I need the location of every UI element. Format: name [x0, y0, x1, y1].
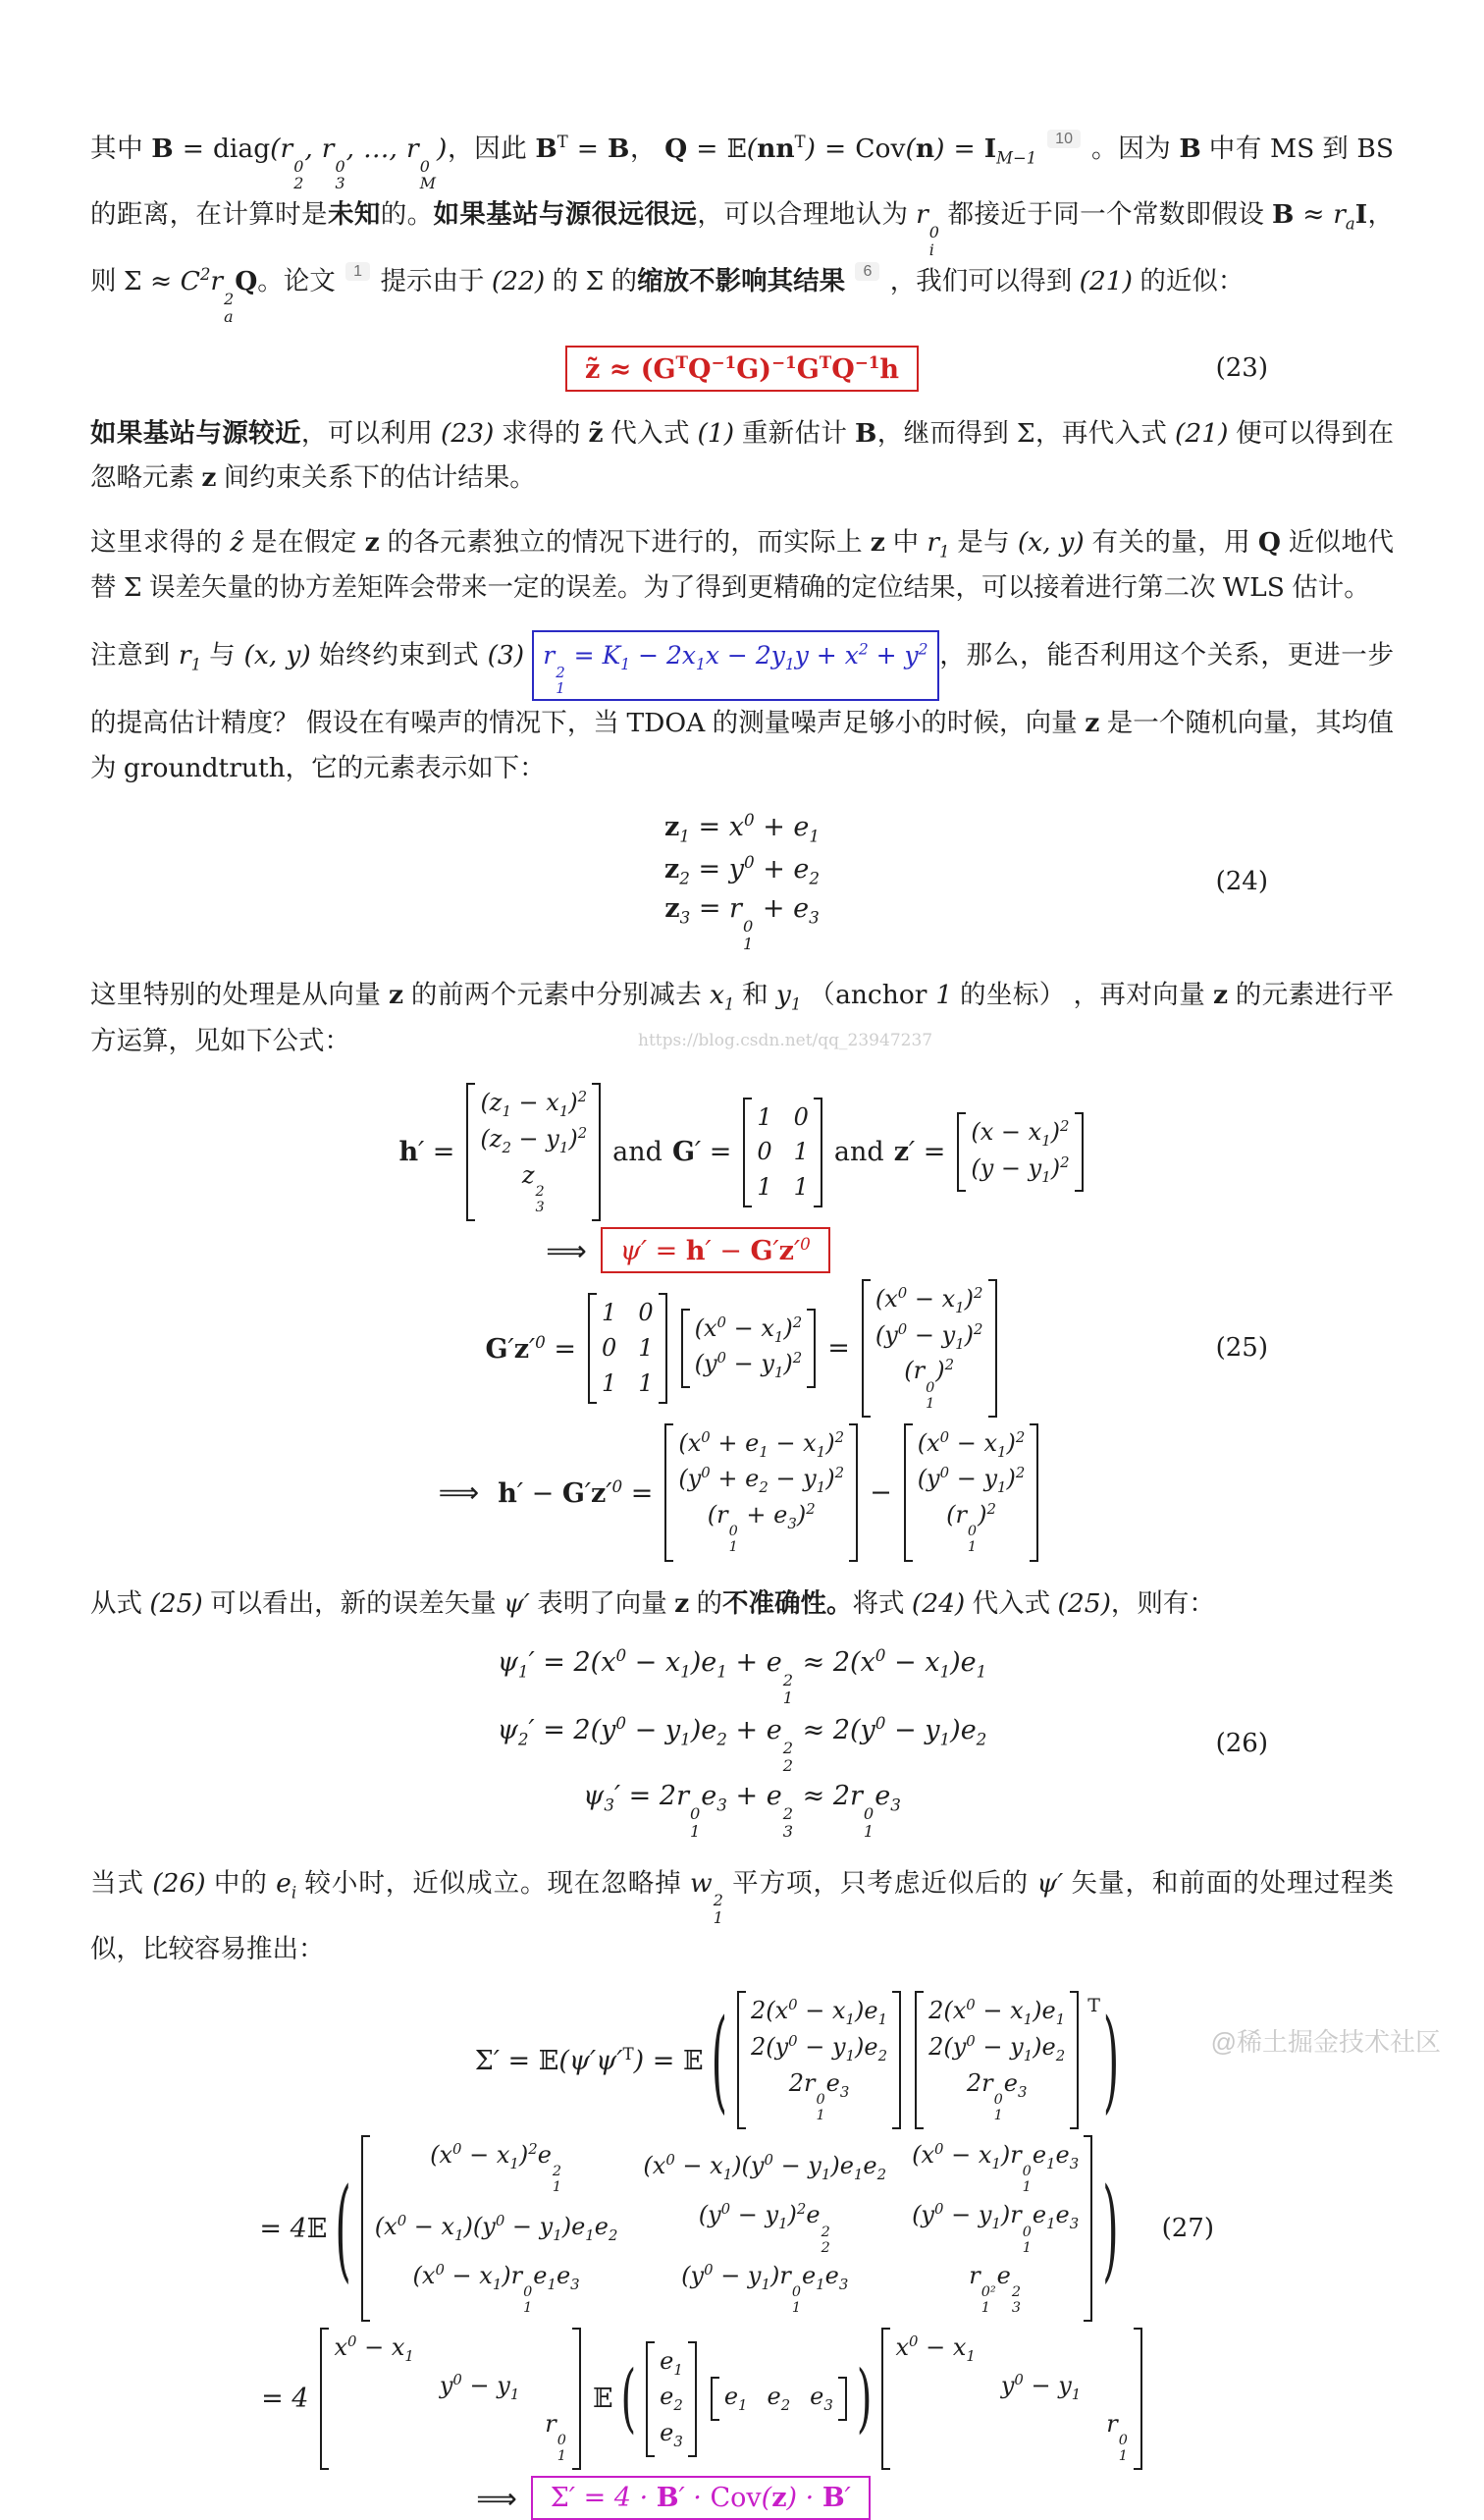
equation-24-label: (24): [1215, 867, 1268, 897]
eq27-result-line: [22, 2476, 1325, 2520]
implies-arrow: ⟹: [476, 2481, 517, 2515]
matrix-e-column: $e_1$ $e_2$ $e_3$: [646, 2341, 697, 2457]
equation-26: [90, 1645, 1394, 1841]
equation-24-line-1: $z_1 = x^0 + e_1$: [663, 810, 821, 846]
psi-definition-box: $\psi' = h' - G'z'^0$: [601, 1227, 830, 1273]
h-minus-Gz-token: $h' - G'z'^0$ =: [498, 1475, 654, 1509]
implies-arrow: ⟹: [546, 1233, 587, 1267]
implies-arrow: ⟹: [438, 1475, 480, 1510]
equation-26-line-3: $\psi_3' = 2r$ 0 1 $e_3 + e$ 2 3 ≈ 2r 0 1 $e_3$: [583, 1781, 901, 1842]
paragraph-intro: 其中 B = diag(r 0 2 , r 0 3 , …, r 0 M )，因此 $B^T = B$， $Q = 𝔼(nn^T) = Cov(n) = I_{M-1}$ $^{10}$ 。因为 B 中有 MS 到 BS 的距离，在计算时是未知的。如果基站与源很远很远，可以合理地认为 r 0 i 都接近于同一个常数即假设 $B \approx r_aI$，则 $\Sigma \approx C^2r$ 2 a Q。论文 $^1$ 提示由于 (22) 的 Σ 的缩放不影响其结果 $^6$ ，我们可以得到 (21) 的近似：: [90, 131, 1395, 326]
paragraph-approximation: 当式 (26) 中的 $e_i$ 较小时，近似成立。现在忽略掉 w 2 1 平方项，只考虑近似后的 ψ′ 矢量，和前面的处理过程类似，比较容易推出：: [90, 1867, 1394, 1963]
eq25-expansion-line: [90, 1423, 1394, 1562]
equation-24-lines: [90, 810, 1394, 953]
z-prime-token: z′ =: [893, 1137, 946, 1168]
eq25-definition-line: [90, 1083, 1394, 1221]
matrix-true-values-repeat: $(x^0 - x_1)^2$ $(y^0 - y_1)^2$ (r 0 1 )$^2$: [904, 1423, 1039, 1562]
paragraph-square-operation: 这里特别的处理是从向量 z 的前两个元素中分别减去 $x_1$ 和 $y_1$ （anchor 1 的坐标） ，再对向量 z 的元素进行平方运算，见如下公式：: [90, 980, 1394, 1055]
matrix-3x3-covariance: $(x^0 - x_1)^2e$ 2 1 $(x^0 - x_1)(y^0 - y_1)e_1e_2$ $(x^0 - x_1)r$ 0 1 $e_1e_3$ $(x^0 - x_1)(y^0 - y_1)e_1e_2$ $(y^0 - y_1)^2e$ 2 2 $(y^0 - y_1)r$ 0 1 $e_1e_3$ $(x^0 - x_1)r$ 0 1 $e_1e_3$ $(y^0 - y_1)r$ 0 1 $e_1e_3$ r 0² 1 e 2 3: [361, 2135, 1092, 2322]
equation-26-line-1: $\psi_1' = 2(x^0 - x_1)e_1 + e$ 2 1 ≈ $2(x^0 - x_1)e_1$: [497, 1645, 987, 1708]
right-paren: ): [856, 2355, 873, 2442]
equation-24-line-3: $z_3 = r$ 0 1 + $e_3$: [664, 893, 820, 954]
matrix-z-prime: $(x - x_1)^2$ $(y - y_1)^2$: [957, 1112, 1083, 1192]
matrix-noisy-values: $(x^0 + e_1 - x_1)^2$ $(y^0 + e_2 - y_1)^2$ (r 0 1 + $e_3)^2$: [664, 1423, 858, 1562]
paragraph-constraint-post: ，那么，能否利用这个关系，更进一步的提高估计精度？ 假设在有噪声的情况下，当 TDOA 的测量噪声足够小的时候，向量 z 是一个随机向量，其均值为 groundtruth，它的元素表示如下：: [90, 639, 1394, 783]
matrix-z0: $(x^0 - x_1)^2$ $(y^0 - y_1)^2$: [681, 1309, 817, 1388]
equation-26-line-2: $\psi_2' = 2(y^0 - y_1)e_2 + e$ 2 2 ≈ $2(y^0 - y_1)e_2$: [497, 1713, 987, 1776]
equation-26-label: (26): [1215, 1728, 1268, 1758]
juejin-watermark: @稀土掘金技术社区: [1210, 2027, 1441, 2057]
matrix-psi-vector-transposed: $2(x^0 - x_1)e_1$ $2(y^0 - y_1)e_2$ 2r 0 1 $e_3$: [915, 1991, 1079, 2129]
paragraph-near-base: 如果基站与源较近，可以利用 (23) 求得的 z̃ 代入式 (1) 重新估计 B，继而得到 Σ，再代入式 (21) 便可以得到在忽略元素 z 间约束关系下的估计结果。: [90, 417, 1394, 494]
equation-23-label: (23): [1215, 353, 1268, 384]
Gz-token: $G'z'^0$ =: [485, 1331, 577, 1365]
paragraph-error-vector: 从式 (25) 可以看出，新的误差矢量 ψ′ 表明了向量 z 的不准确性。将式 (24) 代入式 (25)，则有：: [90, 1587, 1215, 1619]
minus-token: −: [870, 1476, 892, 1508]
left-paren: (: [711, 1995, 727, 2125]
G-prime-token: G′ =: [671, 1137, 732, 1168]
h-prime-token: h′ =: [398, 1137, 455, 1168]
eq27-covariance-matrix-line: [36, 2135, 1340, 2322]
and-token-2: and: [833, 1137, 884, 1168]
eq25-Gz-line: [90, 1279, 1394, 1418]
equation-24-line-2: $z_2 = y^0 + e_2$: [663, 851, 821, 888]
footnote-ref[interactable]: 6: [855, 262, 879, 281]
paragraph-constraint: [90, 630, 1394, 791]
and-token: and: [612, 1137, 662, 1168]
equation-23: [90, 346, 1394, 392]
left-paren: (: [620, 2355, 637, 2442]
footnote-ref[interactable]: 10: [1047, 130, 1081, 148]
matrix-h-prime: $(z_1 - x_1)^2$ $(z_2 - y_1)^2$ z 2 3: [466, 1083, 601, 1221]
footnote-ref[interactable]: 1: [345, 262, 370, 281]
equals-token: =: [827, 1332, 850, 1364]
paragraph-independence: 这里求得的 ẑ 是在假定 z 的各元素独立的情况下进行的，而实际上 z 中 $r_1$ 是与 (x, y) 有关的量，用 Q 近似地代替 Σ 误差矢量的协方差矩阵会带来一定的误差。为了得到更精确的定位结果，可以接着进行第二次 WLS 估计。: [90, 526, 1394, 604]
csdn-watermark: https://blog.csdn.net/qq_23947237: [638, 1031, 933, 1050]
matrix-e-row: $e_1$ $e_2$ $e_3$: [711, 2377, 847, 2421]
four-token: = 4: [261, 2384, 309, 2415]
transpose-superscript: T: [1087, 1995, 1100, 2017]
equation-23-box: [565, 346, 919, 392]
equation-25: [90, 1083, 1394, 1561]
equation-27-label: (27): [1161, 2214, 1214, 2244]
equation-23-formula: z̃ ≈ $(G^TQ^{-1}G)^{-1}G^TQ^{-1}h$: [584, 351, 900, 385]
matrix-B-diagonal-right: $x^0 - x_1$ $y^0 - y_1$ r 0 1: [881, 2328, 1141, 2470]
eq27-expectation-line: [144, 1991, 1448, 2129]
E-token: 𝔼: [592, 2384, 613, 2415]
right-paren: ): [1102, 2164, 1119, 2294]
matrix-B-diagonal-left: $x^0 - x_1$ $y^0 - y_1$ r 0 1: [320, 2328, 580, 2470]
matrix-psi-vector: $2(x^0 - x_1)e_1$ $2(y^0 - y_1)e_2$ 2r 0 1 $e_3$: [737, 1991, 901, 2129]
four-E-token: = 4𝔼: [259, 2213, 328, 2244]
matrix-G-prime: 1 0 0 1 1 1: [743, 1098, 822, 1207]
matrix-true-values: $(x^0 - x_1)^2$ $(y^0 - y_1)^2$ (r 0 1 )$^2$: [862, 1279, 997, 1418]
right-paren: ): [1102, 1995, 1120, 2125]
left-paren: (: [335, 2164, 351, 2294]
equation-3-formula: r 2 1 = $K_1 - 2x_1x - 2y_1y + x^2 + y^2$: [543, 640, 928, 698]
sigma-prime-token: $\Sigma' = 𝔼(\psi'\psi'^T)$ = 𝔼: [474, 2044, 704, 2077]
equation-3-inline-box: [532, 630, 938, 701]
equation-27: [90, 1991, 1394, 2520]
equation-25-label: (25): [1215, 1333, 1268, 1364]
equation-23-line: [90, 346, 1394, 392]
matrix-G-prime-repeat: 1 0 0 1 1 1: [588, 1293, 667, 1403]
eq25-psi-line: [36, 1227, 1340, 1273]
equation-24: [90, 810, 1394, 953]
paragraph-constraint-pre: 注意到 $r_1$ 与 (x, y) 始终约束到式 (3): [90, 639, 525, 674]
sigma-result-box: Σ′ = 4 · B′ · Cov(z) · B′: [531, 2476, 871, 2520]
eq27-factored-line: [51, 2328, 1354, 2470]
equation-26-lines: [90, 1645, 1394, 1841]
